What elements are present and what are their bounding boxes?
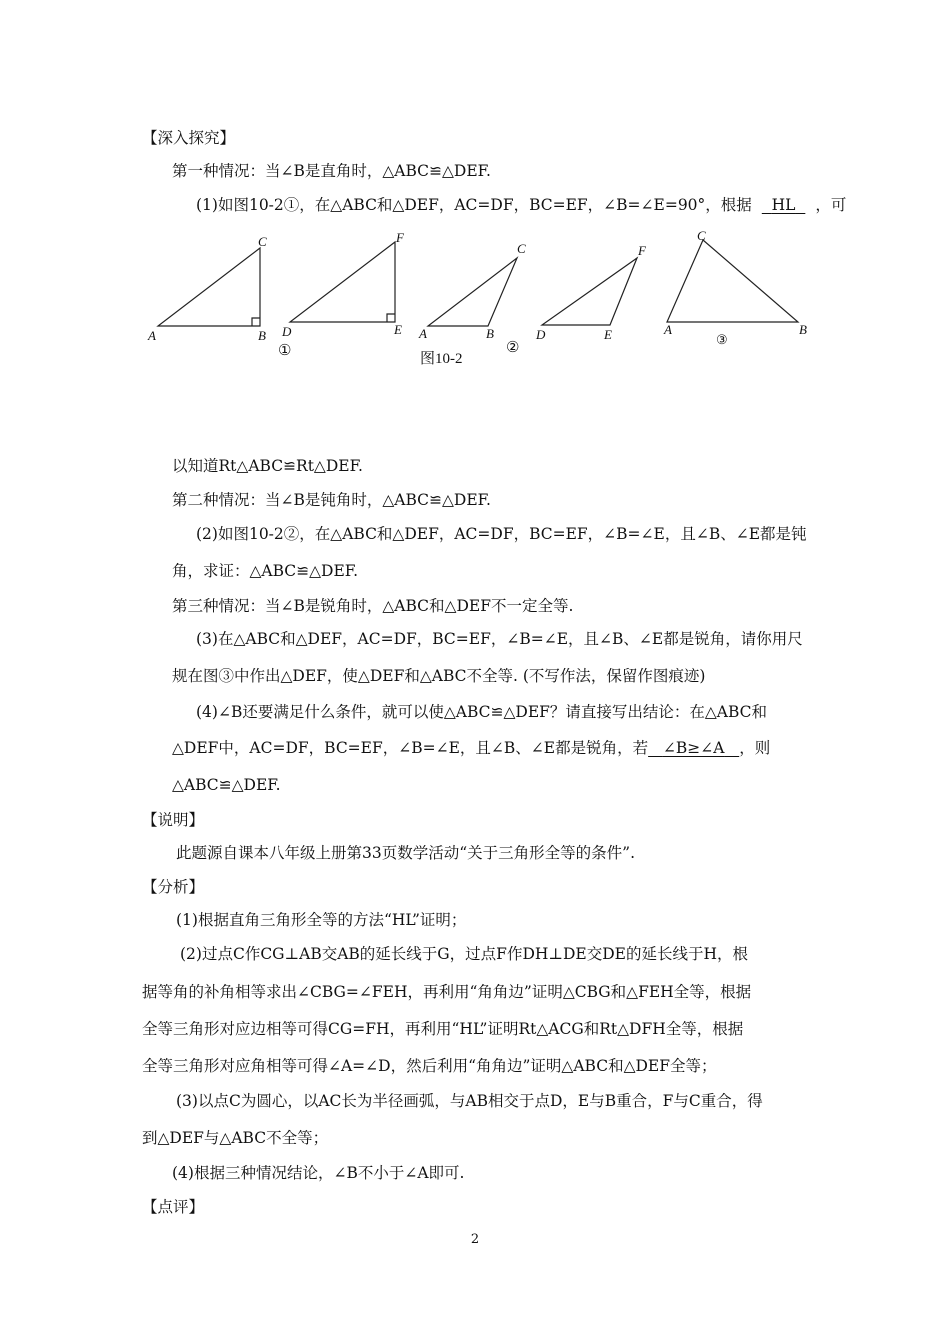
label-a-3: A [664,322,672,337]
label-e-2: E [604,327,612,342]
label-c-3: C [697,228,706,243]
circle-num-3: ③ [716,332,728,347]
question1-line1 [196,195,846,215]
label-d-1: D [282,324,292,339]
analysis-p2-line3: 全等三角形对应边相等可得CG=FH，再利用“HL”证明Rt△ACG和Rt△DFH全等，根据 [142,1020,744,1038]
question1-line2: 以知道Rt△ABC≌Rt△DEF. [172,457,363,475]
question3-line1: (3)在△ABC和△DEF，AC=DF，BC=EF，∠B=∠E，且∠B、∠E都是锐角，请你用尺 [196,630,803,648]
question4-line1: (4)∠B还要满足什么条件，就可以使△ABC≌△DEF？请直接写出结论：在△ABC和 [196,703,768,721]
label-f-2: F [638,243,646,258]
label-b-3: B [799,322,807,337]
question1-text-after: ，可 [815,196,847,214]
question4-line2 [172,738,770,758]
label-d-2: D [536,327,546,342]
label-c-2: C [517,241,526,256]
case2-text: 第二种情况：当∠B是钝角时，△ABC≌△DEF. [172,491,491,509]
right-angle-mark-e [387,314,395,322]
figure-10-2 [140,228,820,378]
circle-num-1: ① [278,343,292,359]
label-a-1: A [148,328,156,343]
question4-text-end: ，则 [739,739,771,757]
triangle-abc-2 [428,258,517,326]
analysis-p1: (1)根据直角三角形全等的方法“HL”证明； [176,911,467,929]
label-b-1: B [258,328,266,343]
analysis-p3-line1: (3)以点C为圆心，以AC长为半径画弧，与AB相交于点D，E与B重合，F与C重合，得 [176,1092,763,1110]
section-heading-comment: 【点评】 [142,1198,205,1216]
analysis-p4: (4)根据三种情况结论，∠B不小于∠A即可. [172,1164,465,1182]
right-angle-mark-b [252,318,260,326]
triangle-abc-3 [667,240,798,322]
analysis-p2-line1: (2)过点C作CG⊥AB交AB的延长线于G，过点F作DH⊥DE交DE的延长线于H，根 [180,945,748,963]
label-b-2: B [486,326,494,341]
analysis-p2-line2: 据等角的补角相等求出∠CBG=∠FEH，再利用“角角边”证明△CBG和△FEH全等，根据 [142,983,752,1001]
question4-answer-blank: ∠B≥∠A [662,739,725,757]
section-heading-explore: 【深入探究】 [142,129,236,147]
label-e-1: E [394,322,402,337]
analysis-p3-line2: 到△DEF与△ABC不全等； [142,1129,329,1147]
label-c-1: C [258,234,267,249]
case3-text: 第三种情况：当∠B是锐角时，△ABC和△DEF不一定全等. [172,597,574,615]
analysis-p2-line4: 全等三角形对应角相等可得∠A=∠D，然后利用“角角边”证明△ABC和△DEF全等； [142,1057,717,1075]
circle-num-2: ② [506,340,520,356]
triangle-def-1 [290,242,395,322]
section-heading-explain: 【说明】 [142,811,205,829]
question1-answer-blank: HL [771,196,796,214]
explain-text: 此题源自课本八年级上册第33页数学活动“关于三角形全等的条件”. [176,844,636,862]
triangle-def-2 [542,258,637,325]
page-number: 2 [470,1232,480,1247]
label-a-2: A [419,326,427,341]
question2-line1: (2)如图10-2②，在△ABC和△DEF，AC=DF，BC=EF，∠B=∠E，且∠B、∠E都是钝 [196,525,807,543]
question4-line3: △ABC≌△DEF. [172,776,281,794]
figure-caption: 图10-2 [420,351,463,367]
question2-line2: 角，求证：△ABC≌△DEF. [172,562,359,580]
question3-line2: 规在图③中作出△DEF，使△DEF和△ABC不全等. (不写作法，保留作图痕迹) [172,667,706,685]
case1-text: 第一种情况：当∠B是直角时，△ABC≌△DEF. [172,162,491,180]
label-f-1: F [396,230,404,245]
section-heading-analysis: 【分析】 [142,878,205,896]
triangle-abc-1 [158,248,260,326]
question4-text: △DEF中，AC=DF，BC=EF，∠B=∠E，且∠B、∠E都是锐角，若 [172,739,649,757]
question1-text: (1)如图10-2①，在△ABC和△DEF，AC=DF，BC=EF，∠B=∠E=90°，根据 [196,196,752,214]
